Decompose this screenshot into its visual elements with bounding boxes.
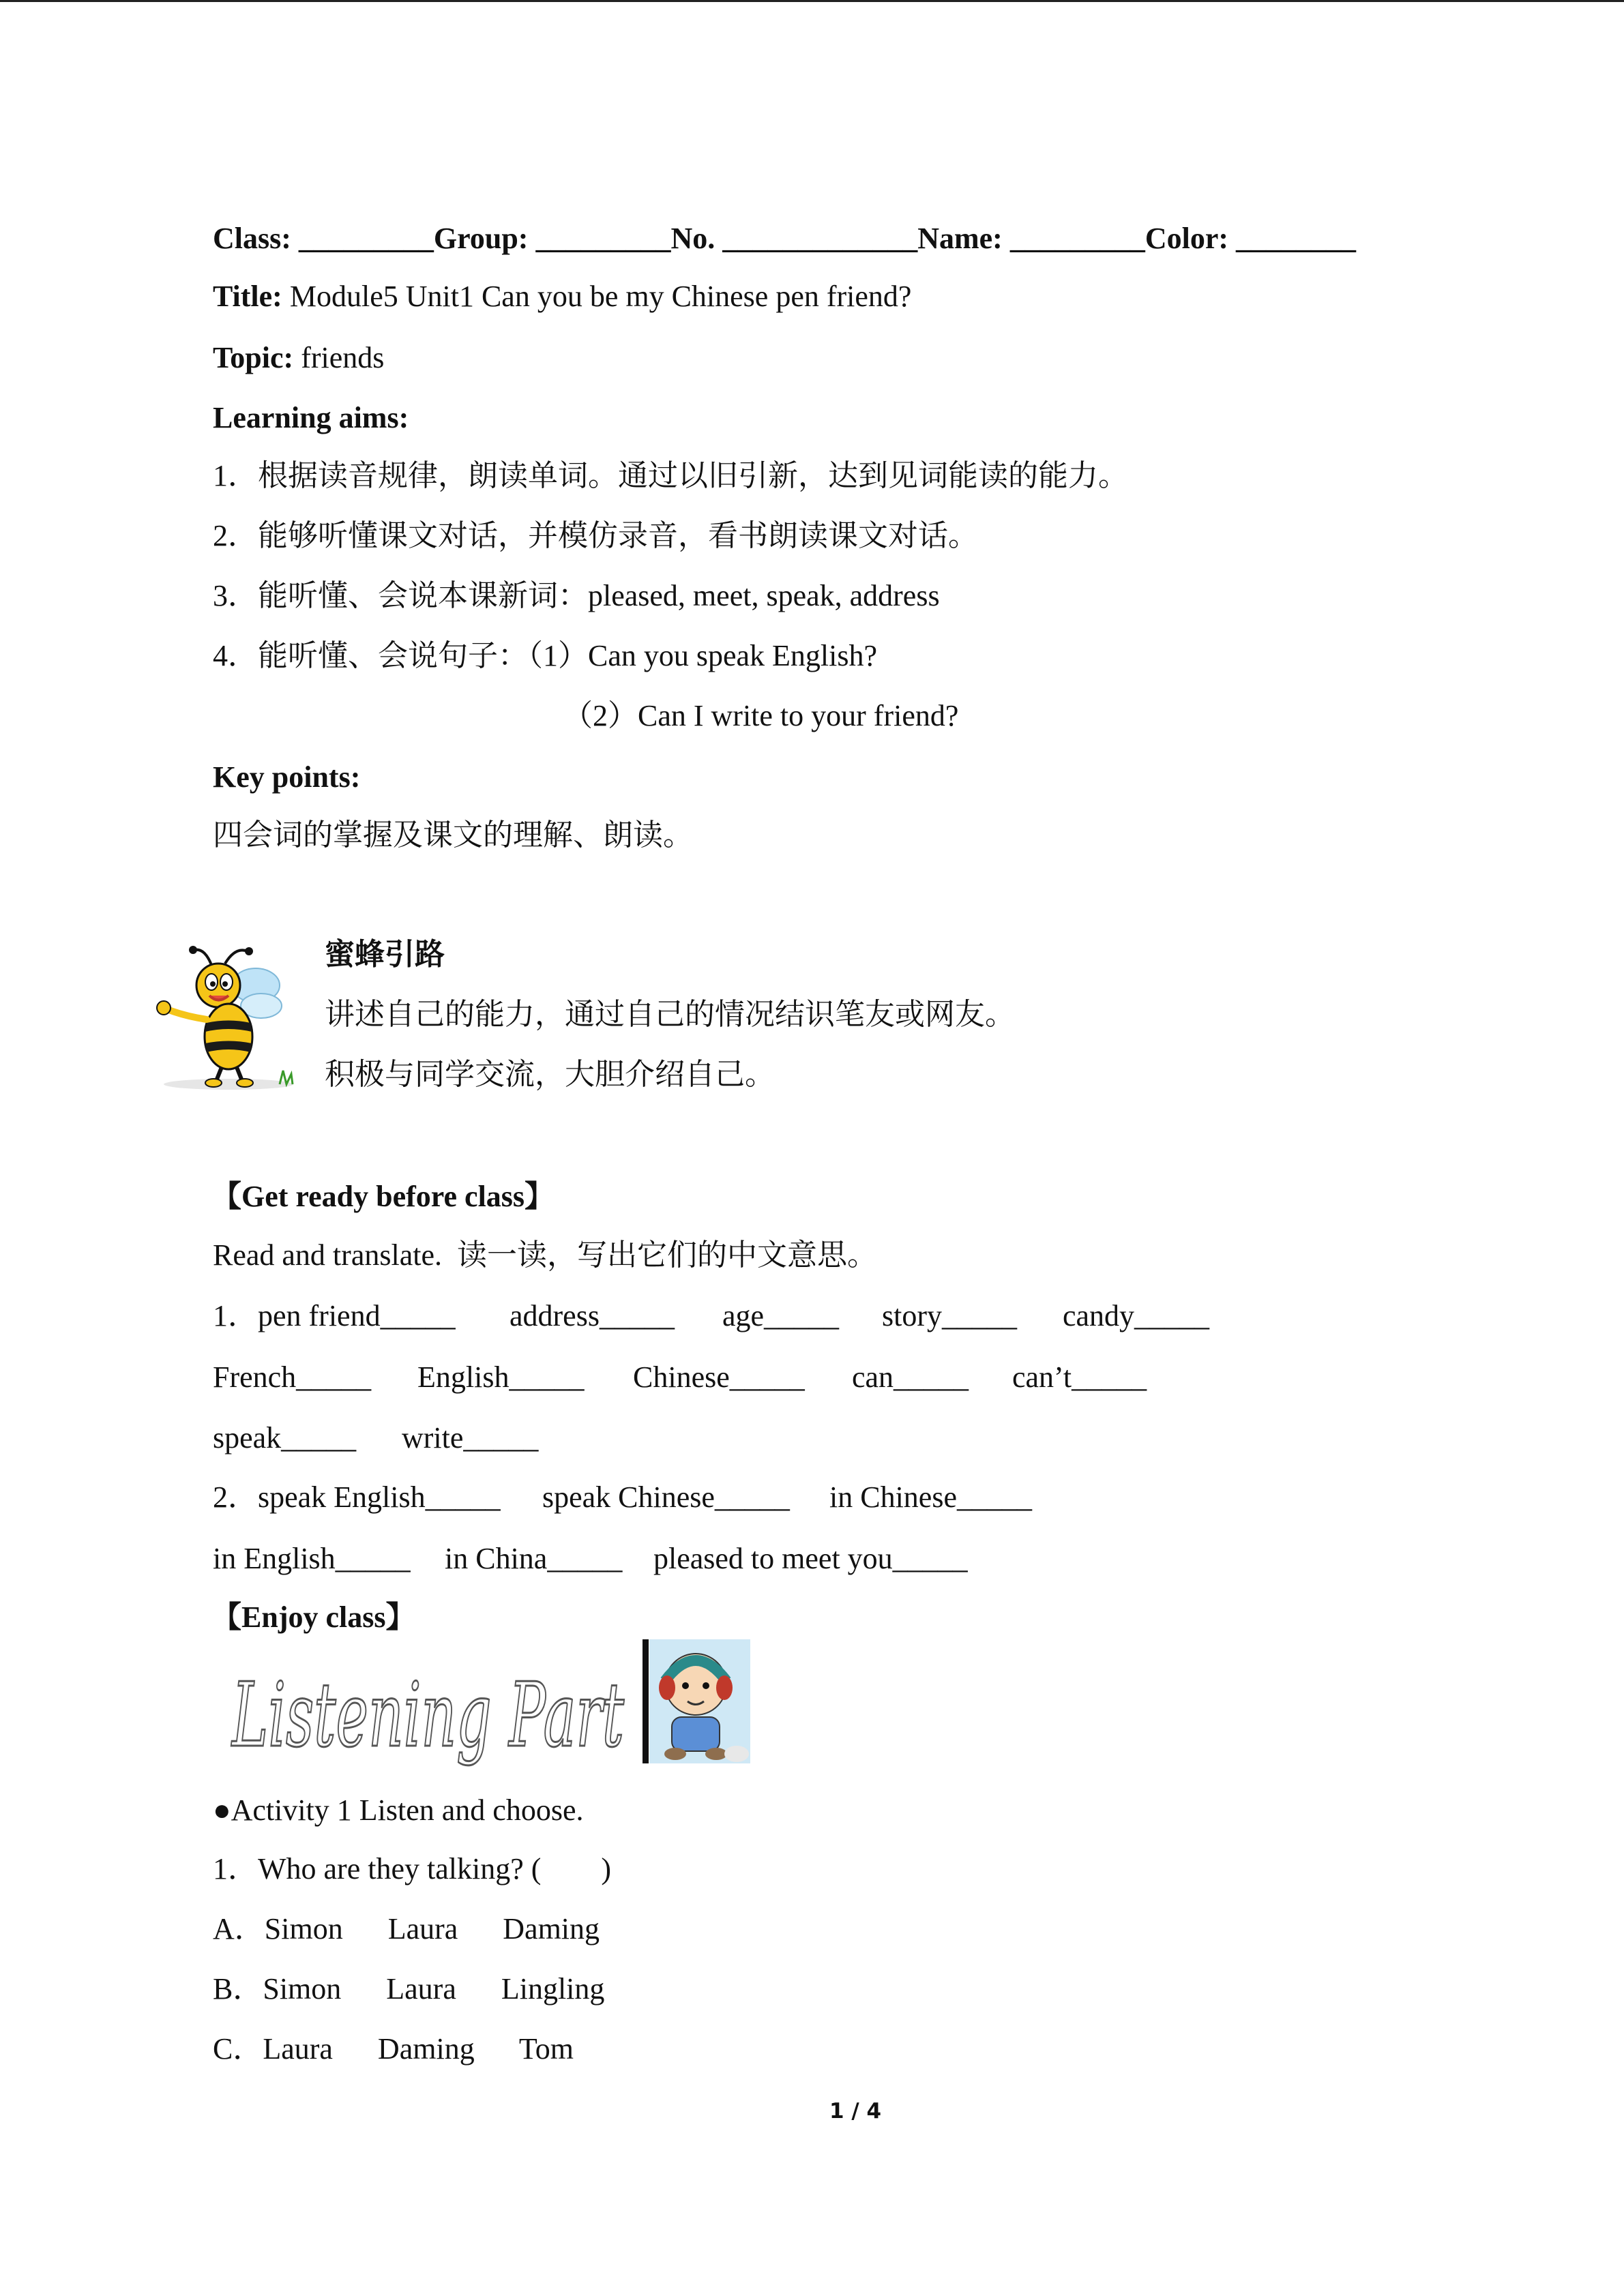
bee-section-heading: 蜜蜂引路 xyxy=(325,938,445,971)
listening-part-banner xyxy=(225,1637,750,1766)
question-text: 1．Who are they talking? ( ) xyxy=(213,1852,612,1885)
answer-option: C．Laura Daming Tom xyxy=(213,2032,574,2066)
vocab-item: speak Chinese_____ xyxy=(542,1480,790,1514)
learning-aim-item: 4．能听懂、会说句子：（1）Can you speak English? xyxy=(213,639,878,672)
topic-value: friends xyxy=(293,341,385,374)
title-line xyxy=(213,278,911,316)
vocab-item: write_____ xyxy=(402,1421,539,1455)
learning-aim-item: 2．能够听懂课文对话，并模仿录音，看书朗读课文对话。 xyxy=(213,519,978,552)
learning-aim-item: 3．能听懂、会说本课新词：pleased, meet, speak, address xyxy=(213,579,940,612)
vocab-item: can_____ xyxy=(852,1360,969,1394)
topic-line xyxy=(213,339,384,377)
answer-option: A．Simon Laura Daming xyxy=(213,1912,600,1945)
vocab-item: in Chinese_____ xyxy=(829,1480,1032,1514)
enjoy-class-heading: 【Enjoy class】 xyxy=(211,1600,416,1634)
get-ready-heading: 【Get ready before class】 xyxy=(211,1180,555,1213)
vocab-item: 1．pen friend_____ xyxy=(213,1299,456,1332)
page-number: 1 / 4 xyxy=(829,2099,882,2123)
vocab-item: address_____ xyxy=(510,1299,675,1332)
vocab-item: candy_____ xyxy=(1063,1299,1210,1332)
answer-option: B．Simon Laura Lingling xyxy=(213,1972,605,2006)
vocab-item: age_____ xyxy=(722,1299,840,1332)
activity-title: ●Activity 1 Listen and choose. xyxy=(213,1793,584,1827)
key-points-heading: Key points: xyxy=(213,760,361,794)
vocab-item: speak_____ xyxy=(213,1421,357,1455)
learning-aim-item: （2）Can I write to your friend? xyxy=(563,699,959,732)
bee-mascot-icon xyxy=(147,944,310,1094)
listening-part-text: Listening Part xyxy=(231,1663,625,1767)
topic-label: Topic: xyxy=(213,341,294,374)
title-label: Title: xyxy=(213,280,282,313)
headphones-kid-icon xyxy=(649,1639,750,1763)
vocab-item: 2．speak English_____ xyxy=(213,1480,501,1514)
get-ready-instruction: Read and translate. 读一读，写出它们的中文意思。 xyxy=(213,1238,877,1272)
learning-aims-heading: Learning aims: xyxy=(213,401,409,434)
bee-section-line: 积极与同学交流，大胆介绍自己。 xyxy=(325,1058,775,1091)
student-info-fields: Class: _________Group: _________No. _____________Name: _________Color: ________ xyxy=(213,222,1357,255)
key-points-text: 四会词的掌握及课文的理解、朗读。 xyxy=(213,818,693,852)
page-top-rule xyxy=(0,0,1624,2)
vocab-item: French_____ xyxy=(213,1360,372,1394)
learning-aim-item: 1．根据读音规律，朗读单词。通过以旧引新，达到见词能读的能力。 xyxy=(213,459,1128,492)
vocab-item: English_____ xyxy=(417,1360,585,1394)
vocab-item: story_____ xyxy=(882,1299,1017,1332)
title-value: Module5 Unit1 Can you be my Chinese pen friend? xyxy=(282,280,912,313)
vocab-item: in China_____ xyxy=(445,1542,623,1575)
vocab-item: in English_____ xyxy=(213,1542,411,1575)
vocab-item: pleased to meet you_____ xyxy=(653,1542,968,1575)
bee-section-line: 讲述自己的能力，通过自己的情况结识笔友或网友。 xyxy=(325,998,1015,1031)
vocab-item: can’t_____ xyxy=(1012,1360,1147,1394)
vocab-item: Chinese_____ xyxy=(633,1360,805,1394)
